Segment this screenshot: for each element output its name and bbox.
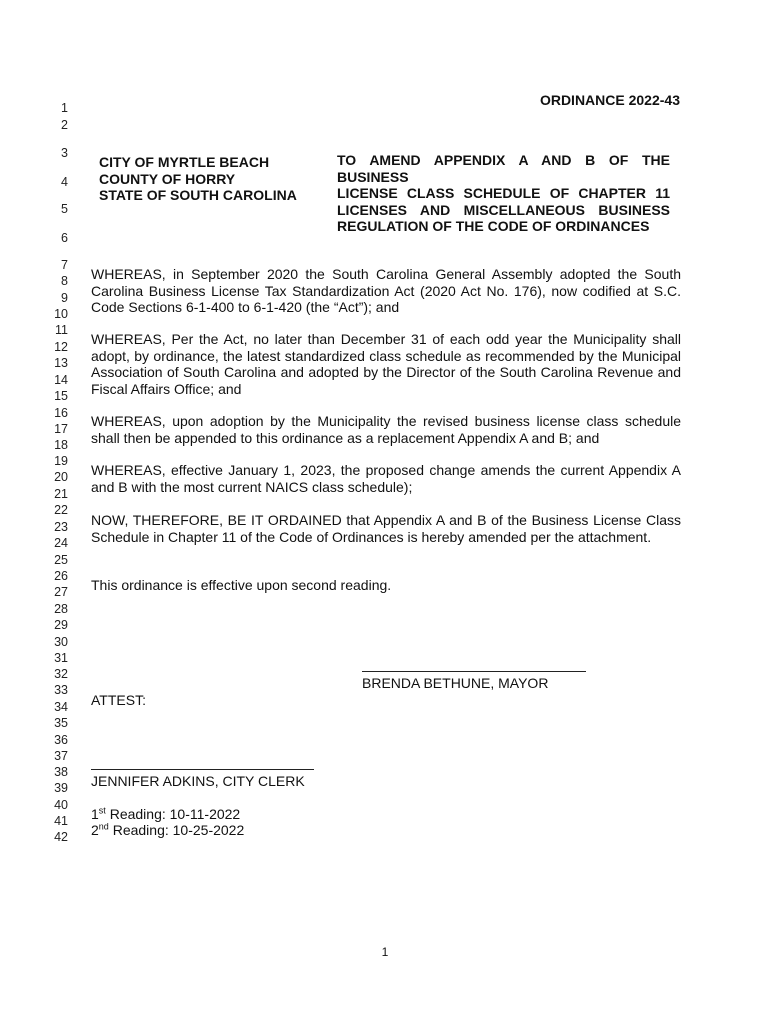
line-number: 31 bbox=[54, 651, 68, 665]
line-number: 42 bbox=[54, 830, 68, 844]
line-number: 34 bbox=[54, 700, 68, 714]
reading-label: Reading: 10-11-2022 bbox=[105, 806, 241, 822]
mayor-name: BRENDA BETHUNE, MAYOR bbox=[362, 675, 549, 691]
line-number: 33 bbox=[54, 683, 68, 697]
mayor-signature-line bbox=[362, 671, 586, 672]
line-number: 39 bbox=[54, 781, 68, 795]
reading-suffix: nd bbox=[98, 821, 109, 832]
attest-label: ATTEST: bbox=[91, 692, 146, 708]
line-number: 35 bbox=[54, 716, 68, 730]
line-number: 36 bbox=[54, 733, 68, 747]
line-number: 29 bbox=[54, 618, 68, 632]
whereas-paragraph-3: WHEREAS, upon adoption by the Municipality the revised business license class schedule shall then be appended to this ordinance as a replacement Appendix A and B; and bbox=[91, 413, 681, 446]
ordinance-number: ORDINANCE 2022-43 bbox=[539, 92, 680, 108]
line-number: 7 bbox=[61, 258, 68, 272]
line-number: 2 bbox=[61, 118, 68, 132]
whereas-paragraph-2: WHEREAS, Per the Act, no later than December 31 of each odd year the Municipality shall adopt, by ordinance, the latest standardized class schedule as recommended by the Municipal Association of South Carolina and adopted by the Director of the South Carolina Revenue and Fiscal Affairs Office; and bbox=[91, 331, 681, 397]
line-number: 23 bbox=[54, 520, 68, 534]
line-number: 38 bbox=[54, 765, 68, 779]
line-number: 5 bbox=[61, 202, 68, 216]
title-line: REGULATION OF THE CODE OF ORDINANCES bbox=[337, 218, 650, 234]
line-number: 16 bbox=[54, 406, 68, 420]
jurisdiction-state: STATE OF SOUTH CAROLINA bbox=[99, 187, 297, 203]
line-number: 12 bbox=[54, 340, 68, 354]
line-number: 9 bbox=[61, 291, 68, 305]
page-number: 1 bbox=[381, 945, 389, 959]
second-reading bbox=[91, 822, 244, 839]
line-number: 21 bbox=[54, 487, 68, 501]
reading-label: Reading: 10-25-2022 bbox=[108, 822, 245, 838]
effective-statement: This ordinance is effective upon second reading. bbox=[91, 577, 392, 593]
line-number: 14 bbox=[54, 373, 68, 387]
line-number: 20 bbox=[54, 470, 68, 484]
line-number: 4 bbox=[61, 175, 68, 189]
line-number: 25 bbox=[54, 553, 68, 567]
ordinance-title bbox=[337, 152, 670, 235]
line-number: 15 bbox=[54, 389, 68, 403]
line-number: 3 bbox=[61, 146, 68, 160]
whereas-paragraph-4: WHEREAS, effective January 1, 2023, the proposed change amends the current Appendix A and B with the most current NAICS class schedule); bbox=[91, 462, 681, 495]
whereas-paragraph-1: WHEREAS, in September 2020 the South Carolina General Assembly adopted the South Carolina Business License Tax Standardization Act (2020 Act No. 176), now codified at S.C. Code Sections 6-1-400 to 6-1-420 (the “Act”); and bbox=[91, 266, 681, 315]
reading-ordinal: 2 bbox=[91, 822, 99, 838]
line-number: 11 bbox=[55, 323, 68, 337]
line-number: 1 bbox=[61, 101, 68, 115]
line-number: 19 bbox=[54, 454, 68, 468]
title-line: LICENSE CLASS SCHEDULE OF CHAPTER 11 bbox=[337, 185, 670, 201]
line-number: 27 bbox=[54, 585, 68, 599]
clerk-name: JENNIFER ADKINS, CITY CLERK bbox=[91, 773, 305, 789]
title-line: TO AMEND APPENDIX A AND B OF THE BUSINESS bbox=[337, 152, 670, 185]
line-number: 6 bbox=[61, 231, 68, 245]
line-number: 18 bbox=[54, 438, 68, 452]
line-number: 37 bbox=[54, 749, 68, 763]
reading-ordinal: 1 bbox=[91, 806, 99, 822]
line-number: 24 bbox=[54, 536, 68, 550]
first-reading bbox=[91, 806, 240, 823]
line-number: 10 bbox=[54, 307, 68, 321]
line-number: 8 bbox=[61, 274, 68, 288]
reading-suffix: st bbox=[98, 805, 106, 816]
line-number: 30 bbox=[54, 635, 68, 649]
line-number: 13 bbox=[54, 356, 68, 370]
line-number: 17 bbox=[54, 422, 68, 436]
title-line: LICENSES AND MISCELLANEOUS BUSINESS bbox=[337, 201, 670, 218]
line-number: 22 bbox=[54, 503, 68, 517]
line-number: 41 bbox=[54, 814, 68, 828]
line-number: 26 bbox=[54, 569, 68, 583]
clerk-signature-line bbox=[91, 769, 314, 770]
ordained-paragraph: NOW, THEREFORE, BE IT ORDAINED that Appendix A and B of the Business License Class Schedule in Chapter 11 of the Code of Ordinances is hereby amended per the attachment. bbox=[91, 512, 681, 545]
jurisdiction-county: COUNTY OF HORRY bbox=[99, 170, 236, 187]
jurisdiction-city: CITY OF MYRTLE BEACH bbox=[99, 154, 270, 170]
line-number: 40 bbox=[54, 798, 68, 812]
jurisdiction-block bbox=[99, 154, 319, 204]
line-number: 28 bbox=[54, 602, 68, 616]
line-number: 32 bbox=[54, 667, 68, 681]
